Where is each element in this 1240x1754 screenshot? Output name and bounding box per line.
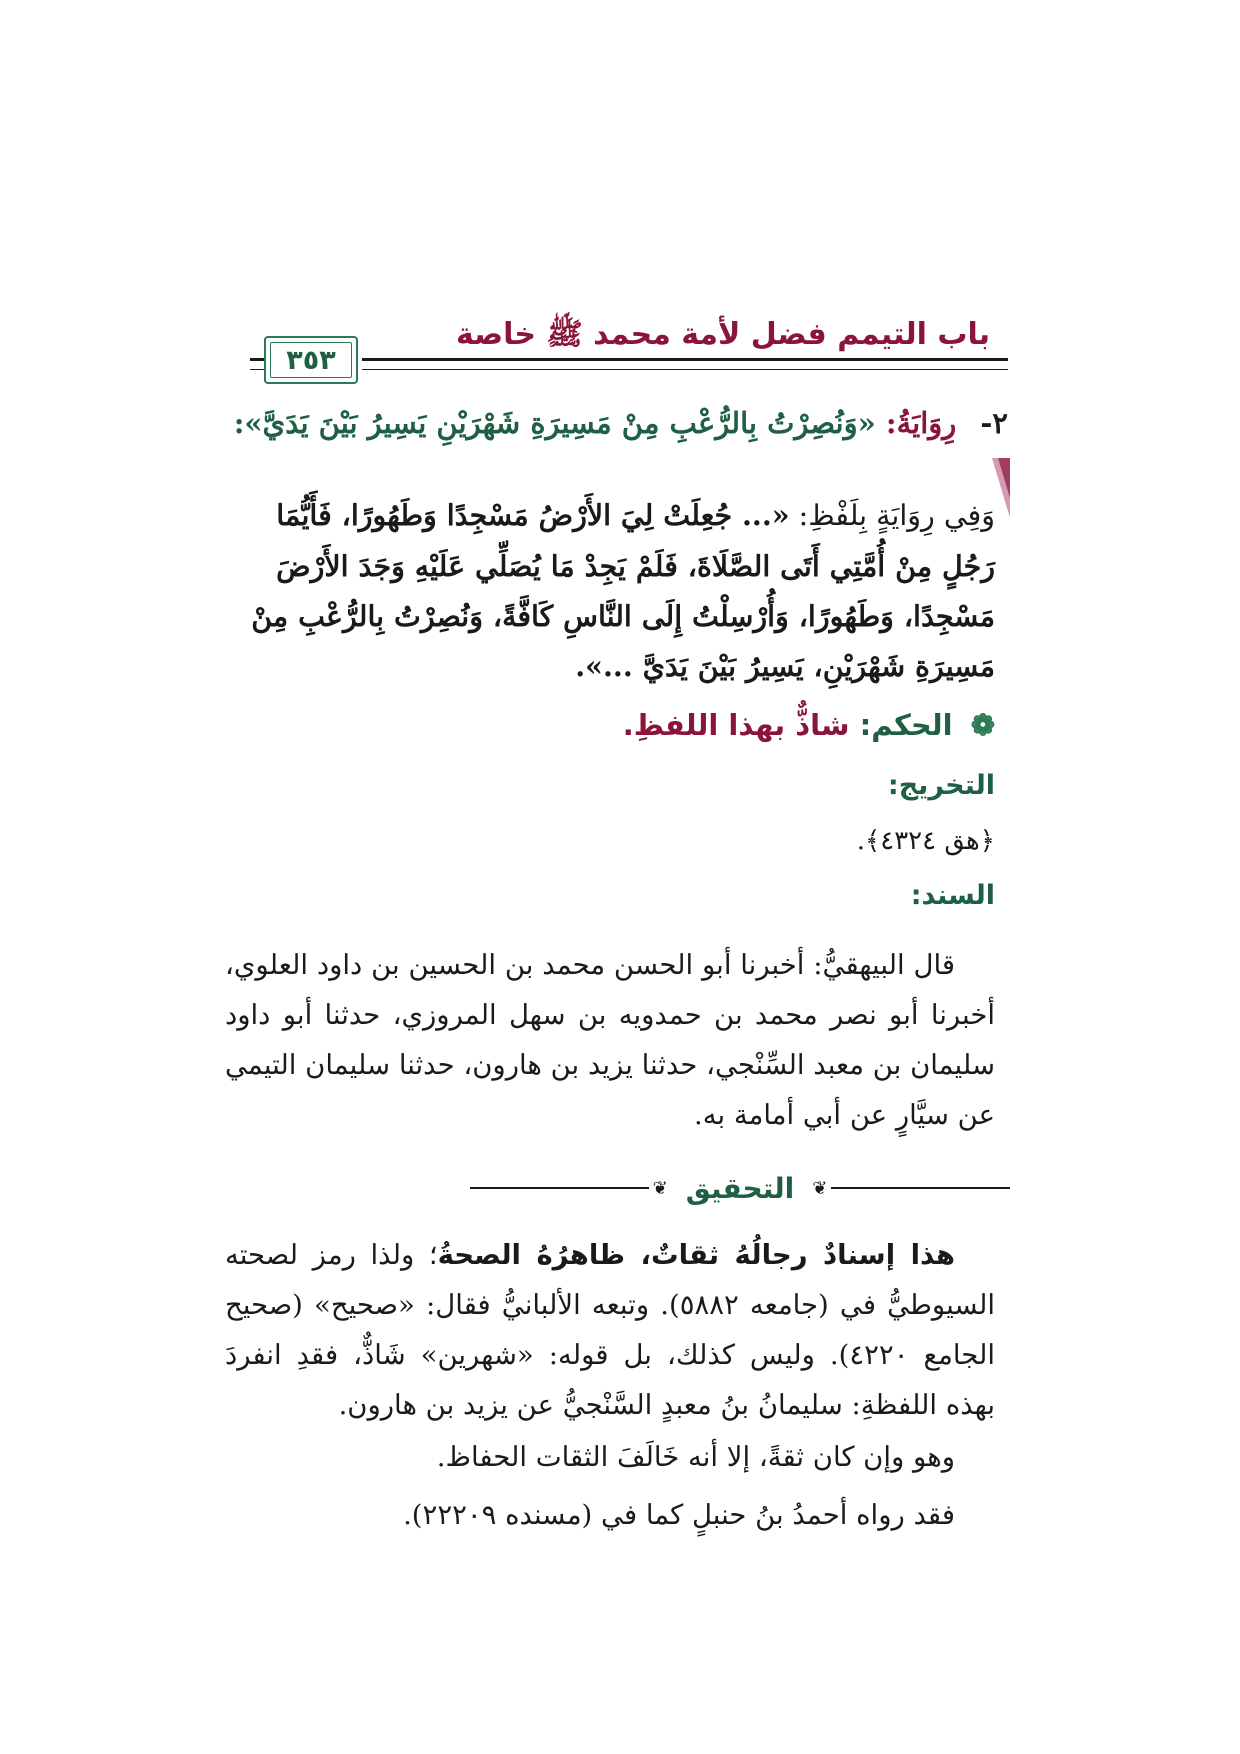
ruling-value: شاذٌّ بهذا اللفظِ.: [622, 708, 850, 742]
divider-line-right: [831, 1187, 1010, 1189]
ruling-line: [235, 708, 995, 742]
quote-intro: وَفِي رِوَايَةٍ بِلَفْظِ:: [789, 499, 995, 532]
hadith-text-block: [227, 490, 995, 691]
flower-ornament-icon: ❁: [970, 708, 995, 742]
divider-ornament-right: ❦: [812, 1177, 828, 1199]
page-number: ٣٥٣: [286, 344, 336, 376]
tahqiq-paragraph-1: وهو وإن كان ثقةً، إلا أنه خَالَفَ الثقات الحفاظ.: [436, 1441, 955, 1473]
header-rule-right: [362, 358, 1008, 370]
running-title: باب التيمم فضل لأمة محمد ﷺ خاصة: [455, 317, 990, 352]
quote-text: «... جُعِلَتْ لِيَ الأَرْضُ مَسْجِدًا وَطَهُورًا، فَأَيُّمَا رَجُلٍ مِنْ أُمَّتِي أَتَى الصَّلَاةَ، فَلَمْ يَجِدْ مَا يُصَلِّي عَلَيْهِ وَجَدَ الأَرْضَ مَسْجِدًا، وَطَهُورًا، وَأُرْسِلْتُ إِلَى النَّاسِ كَافَّةً، وَنُصِرْتُ بِالرُّعْبِ مِنْ مَسِيرَةِ شَهْرَيْنِ، يَسِيرُ بَيْنَ يَدَيَّ ...».: [251, 498, 995, 683]
takhrij-reference: ﴿هق ٤٣٢٤﴾.: [856, 826, 995, 856]
tahqiq-body: ؛ ولذا رمز لصحته السيوطيُّ في (جامعه ٥٨٨٢). وتبعه الألبانيُّ فقال: «صحيح» (صحيح الجامع ٤٢٢٠). وليس كذلك، بل قوله: «شهرين» شَاذٌّ، فقدِ انفردَ بهذه اللفظةِ: سليمانُ بنُ معبدٍ السَّنْجيُّ عن يزيد بن هارون.: [225, 1239, 995, 1421]
tahqiq-paragraph-2: فقد رواه أحمدُ بنُ حنبلٍ كما في (مسنده ٢٢٢٠٩).: [403, 1499, 955, 1531]
sanad-text: قال البيهقيُّ: أخبرنا أبو الحسن محمد بن الحسين بن داود العلوي، أخبرنا أبو نصر محمد بن حمدويه بن سهل المروزي، حدثنا أبو داود سليمان بن معبد السِّنْجي، حدثنا يزيد بن هارون، حدثنا سليمان التيمي عن سيَّارٍ عن أبي أمامة به.: [225, 949, 995, 1131]
section-number: ٢-: [980, 406, 1008, 440]
tahqiq-bold-lead: هذا إسنادٌ رجالُهُ ثقاتٌ، ظاهرُهُ الصحةُ: [437, 1239, 956, 1271]
ruling-label: الحكم:: [859, 708, 953, 742]
page-number-badge: [264, 336, 358, 384]
section-quote: «وَنُصِرْتُ بِالرُّعْبِ مِنْ مَسِيرَةِ شَهْرَيْنِ يَسِيرُ بَيْنَ يَدَيَّ»:: [233, 406, 876, 440]
header-rule-left: [250, 358, 264, 370]
section-heading: [228, 406, 1008, 440]
takhrij-heading: التخريج:: [887, 770, 995, 801]
tahqiq-heading: التحقيق: [685, 1171, 795, 1205]
section-label: رِوَايَةُ:: [885, 406, 957, 440]
divider-ornament-left: ❦: [652, 1177, 668, 1199]
tahqiq-divider: [470, 1168, 1010, 1208]
sanad-heading: السند:: [910, 880, 995, 911]
tahqiq-text: [225, 1230, 995, 1430]
divider-line-left: [470, 1187, 649, 1189]
